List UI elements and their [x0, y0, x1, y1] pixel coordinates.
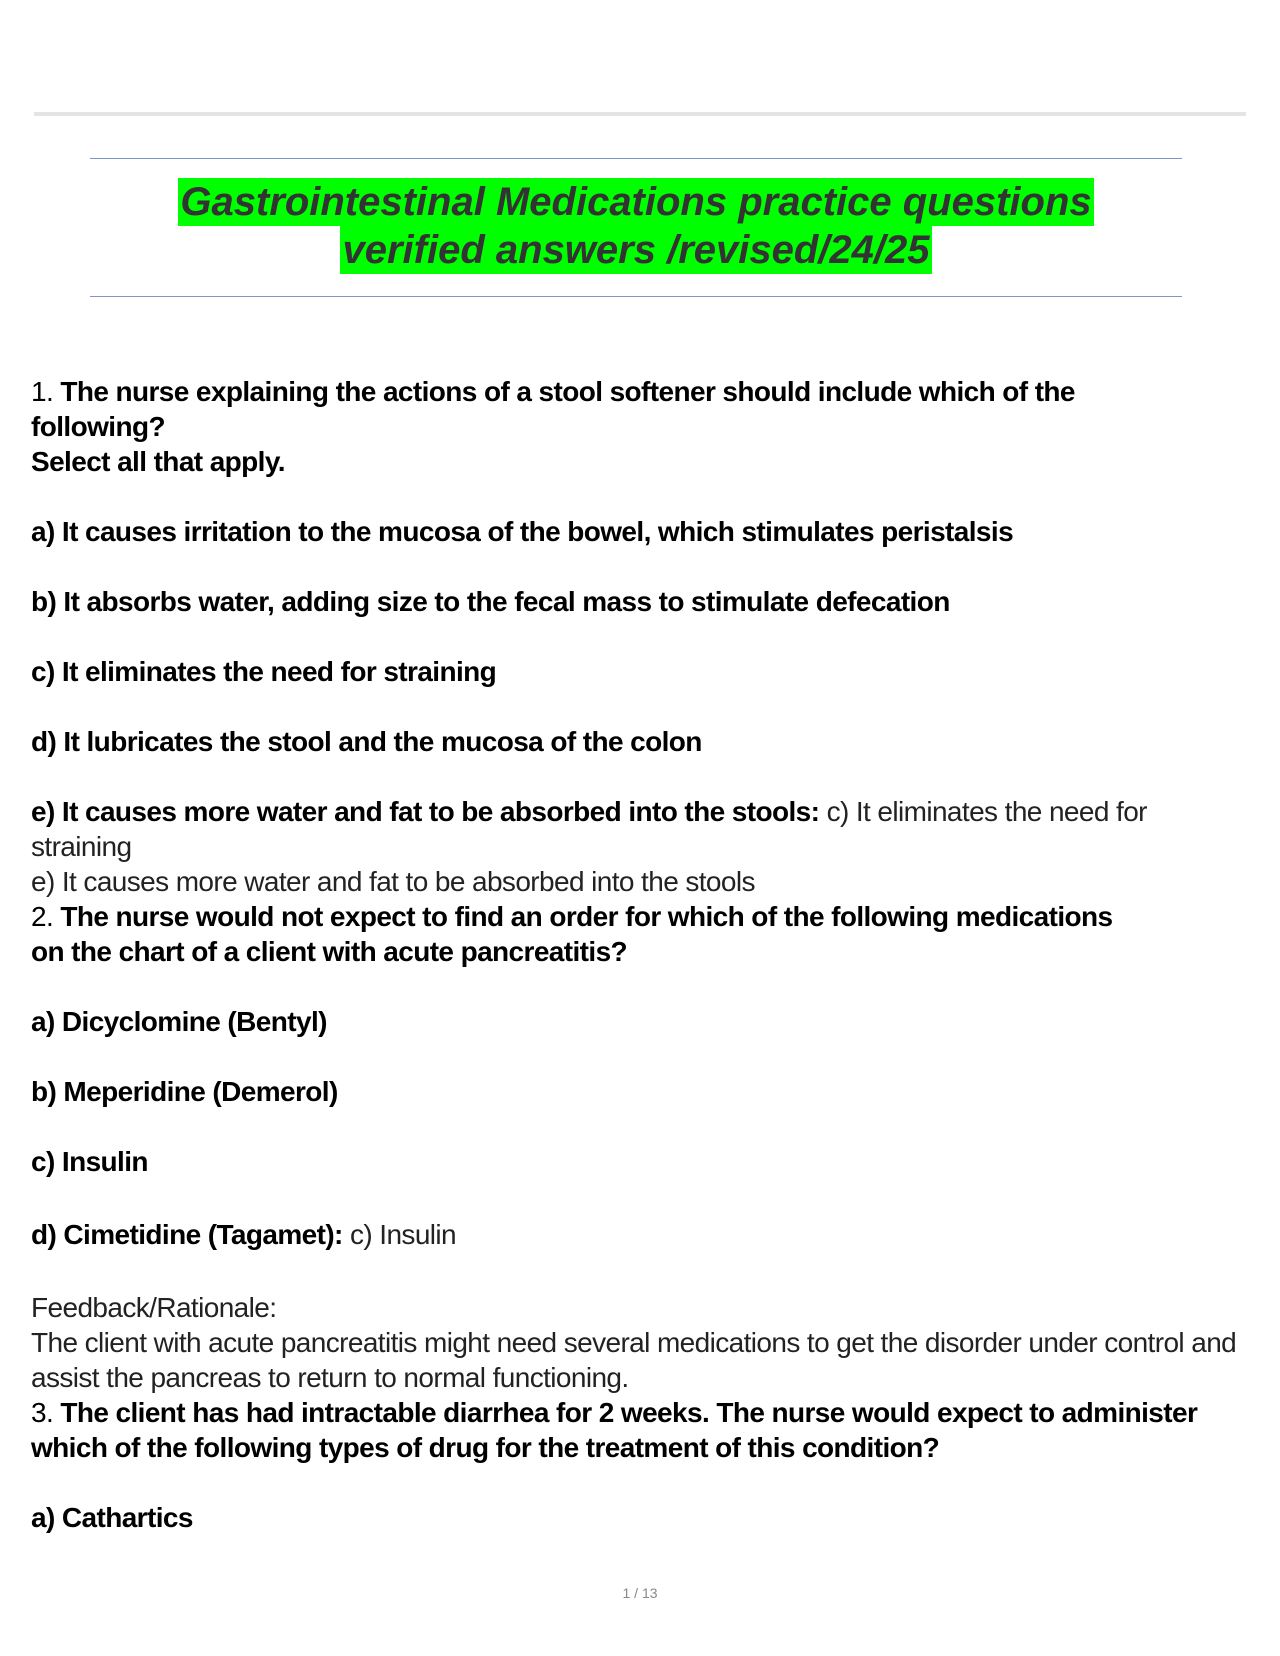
- option-text: Dicyclomine (Bentyl): [61, 1006, 327, 1037]
- option-letter: b): [31, 586, 57, 617]
- answer-option: [31, 1500, 1276, 1535]
- answer-option: [31, 1144, 1276, 1179]
- answer-option: [31, 514, 1276, 549]
- correct-answer: c) It eliminates the need for: [826, 796, 1147, 827]
- title-line-2: verified answers /revised/24/25: [342, 228, 930, 272]
- title-rule-top: [90, 158, 1182, 159]
- title-rule-bottom: [90, 296, 1182, 297]
- correct-answer: c) Insulin: [349, 1219, 457, 1250]
- option-text: It lubricates the stool and the mucosa of the colon: [63, 726, 702, 757]
- option-text: It eliminates the need for straining: [61, 656, 497, 687]
- question-3-stem: [31, 1395, 1276, 1430]
- top-divider: [34, 112, 1246, 116]
- option-letter: c): [31, 656, 55, 687]
- answer-option: [31, 584, 1276, 619]
- answer-option: [31, 1004, 1276, 1039]
- question-text-cont: following?: [31, 411, 165, 442]
- question-2-stem: [31, 899, 1276, 934]
- question-number: 3.: [31, 1397, 54, 1428]
- option-letter: c): [31, 1146, 55, 1177]
- answer-option: [31, 794, 1276, 829]
- correct-answer-2: e) It causes more water and fat to be absorbed into the stools: [31, 866, 755, 897]
- question-text: The nurse would not expect to find an order for which of the following medications: [60, 901, 1113, 932]
- answer-option: [31, 1074, 1276, 1109]
- option-letter: a): [31, 1502, 55, 1533]
- option-text: It absorbs water, adding size to the fecal mass to stimulate defecation: [63, 586, 950, 617]
- option-text: Cathartics: [61, 1502, 193, 1533]
- document-title: [90, 178, 1182, 274]
- option-text: It causes irritation to the mucosa of the bowel, which stimulates peristalsis: [61, 516, 1014, 547]
- answer-option: [31, 654, 1276, 689]
- question-text-cont: which of the following types of drug for the treatment of this condition?: [31, 1432, 940, 1463]
- document-body: [31, 374, 1276, 1535]
- option-letter: a): [31, 516, 55, 547]
- feedback-label: Feedback/Rationale:: [31, 1292, 277, 1323]
- page-indicator: 1 / 13: [622, 1585, 658, 1601]
- answer-option: [31, 724, 1276, 759]
- option-letter: a): [31, 1006, 55, 1037]
- question-number: 1.: [31, 376, 54, 407]
- rationale-text-cont: assist the pancreas to return to normal functioning.: [31, 1362, 629, 1393]
- option-letter: e): [31, 796, 55, 827]
- answer-option: [31, 1217, 1276, 1252]
- title-line-1: Gastrointestinal Medications practice questions: [180, 180, 1092, 224]
- rationale-text: The client with acute pancreatitis might need several medications to get the disorder under control and: [31, 1327, 1237, 1358]
- question-number: 2.: [31, 901, 54, 932]
- question-1-stem: [31, 374, 1276, 409]
- option-text: Cimetidine (Tagamet):: [63, 1219, 343, 1250]
- option-letter: b): [31, 1076, 57, 1107]
- question-text: The client has had intractable diarrhea for 2 weeks. The nurse would expect to administer: [60, 1397, 1198, 1428]
- correct-answer-cont: straining: [31, 831, 132, 862]
- option-text: Insulin: [61, 1146, 148, 1177]
- option-letter: d): [31, 726, 57, 757]
- option-letter: d): [31, 1219, 57, 1250]
- option-text: It causes more water and fat to be absorbed into the stools:: [61, 796, 820, 827]
- question-text: The nurse explaining the actions of a stool softener should include which of the: [60, 376, 1075, 407]
- question-text-cont: on the chart of a client with acute pancreatitis?: [31, 936, 628, 967]
- option-text: Meperidine (Demerol): [63, 1076, 338, 1107]
- question-instruction: Select all that apply.: [31, 446, 285, 477]
